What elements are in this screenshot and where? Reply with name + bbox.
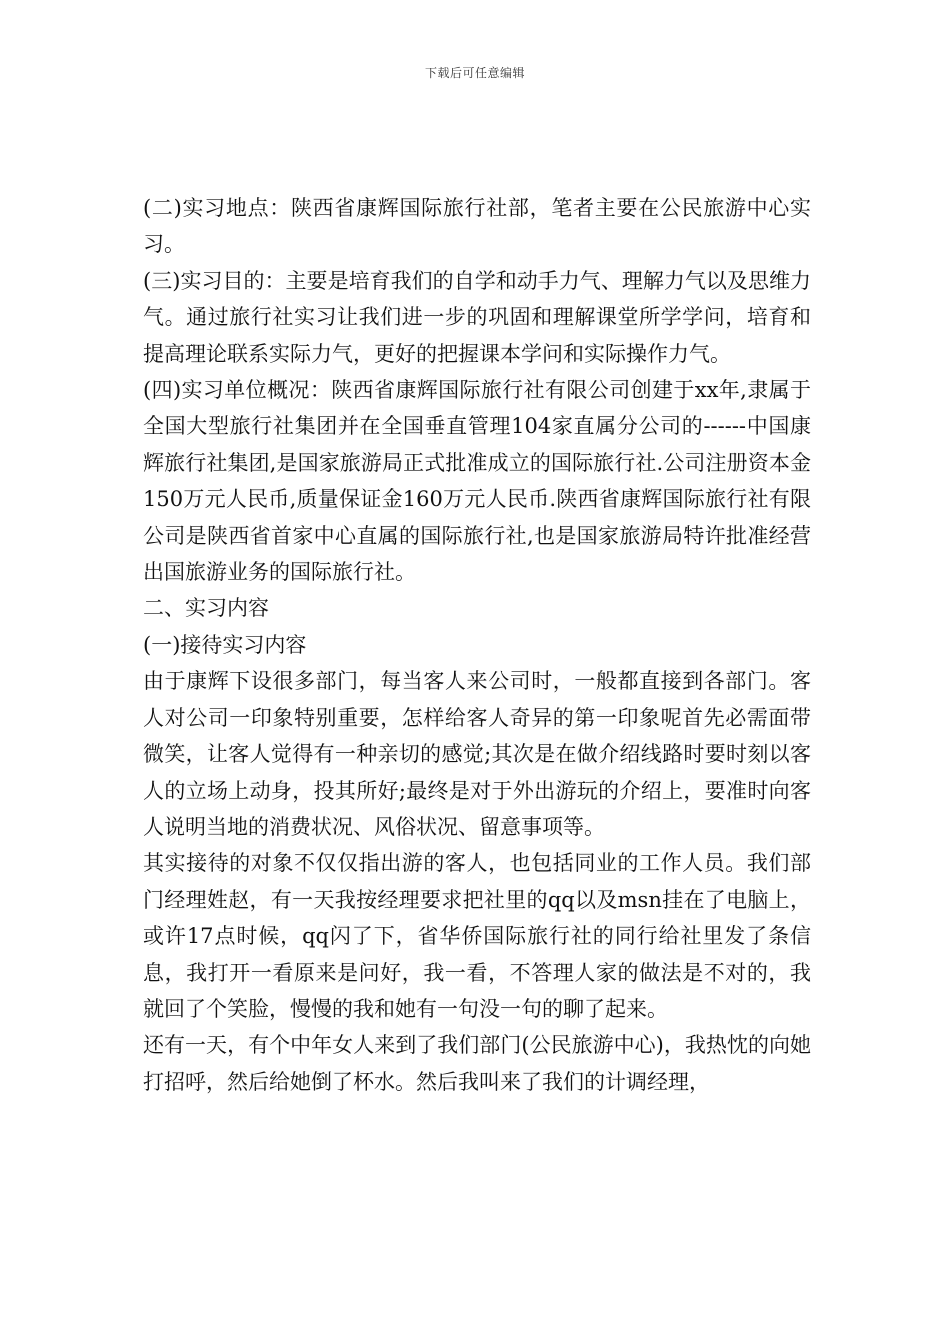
paragraph-internship-purpose: (三)实习目的：主要是培育我们的自学和动手力气、理解力气以及思维力气。通过旅行社实习让我们进一步的巩固和理解课堂所学学问，培育和提高理论联系实际力气，更好的把握课本学问和实际操作力气。 bbox=[143, 268, 811, 366]
paragraph-reception-visitor: 还有一天，有个中年女人来到了我们部门(公民旅游中心)，我热忱的向她打招呼，然后给她倒了杯水。然后我叫来了我们的计调经理， bbox=[143, 1033, 811, 1094]
document-body bbox=[143, 190, 811, 1100]
paragraph-reception-first-impression: 由于康辉下设很多部门，每当客人来公司时，一般都直接到各部门。客人对公司一印象特别重要，怎样给客人奇异的第一印象呢首先必需面带微笑，让客人觉得有一种亲切的感觉;其次是在做介绍线路时要时刻以客人的立场上动身，投其所好;最终是对于外出游玩的介绍上，要准时向客人说明当地的消费状况、风俗状况、留意事项等。 bbox=[143, 669, 811, 839]
subsection-heading-reception: (一)接待实习内容 bbox=[143, 632, 307, 657]
paragraph-reception-colleagues: 其实接待的对象不仅仅指出游的客人，也包括同业的工作人员。我们部门经理姓赵，有一天我按经理要求把社里的qq以及msn挂在了电脑上，或许17点时候，qq闪了下，省华侨国际旅行社的同行给社里发了条信息，我打开一看原来是问好，我一看，不答理人家的做法是不对的，我就回了个笑脸，慢慢的我和她有一句没一句的聊了起来。 bbox=[143, 851, 811, 1021]
section-heading-internship-content: 二、实习内容 bbox=[143, 596, 269, 621]
paragraph-company-overview: (四)实习单位概况：陕西省康辉国际旅行社有限公司创建于xx年,隶属于全国大型旅行社集团并在全国垂直管理104家直属分公司的------中国康辉旅行社集团,是国家旅游局正式批准成立的国际旅行社.公司注册资本金150万元人民币,质量保证金160万元人民币.陕西省康辉国际旅行社有限公司是陕西省首家中心直属的国际旅行社,也是国家旅游局特许批准经营出国旅游业务的国际旅行社。 bbox=[143, 378, 811, 585]
page-header-note: 下载后可任意编辑 bbox=[424, 66, 525, 80]
paragraph-internship-location: (二)实习地点：陕西省康辉国际旅行社部，笔者主要在公民旅游中心实习。 bbox=[143, 196, 811, 257]
